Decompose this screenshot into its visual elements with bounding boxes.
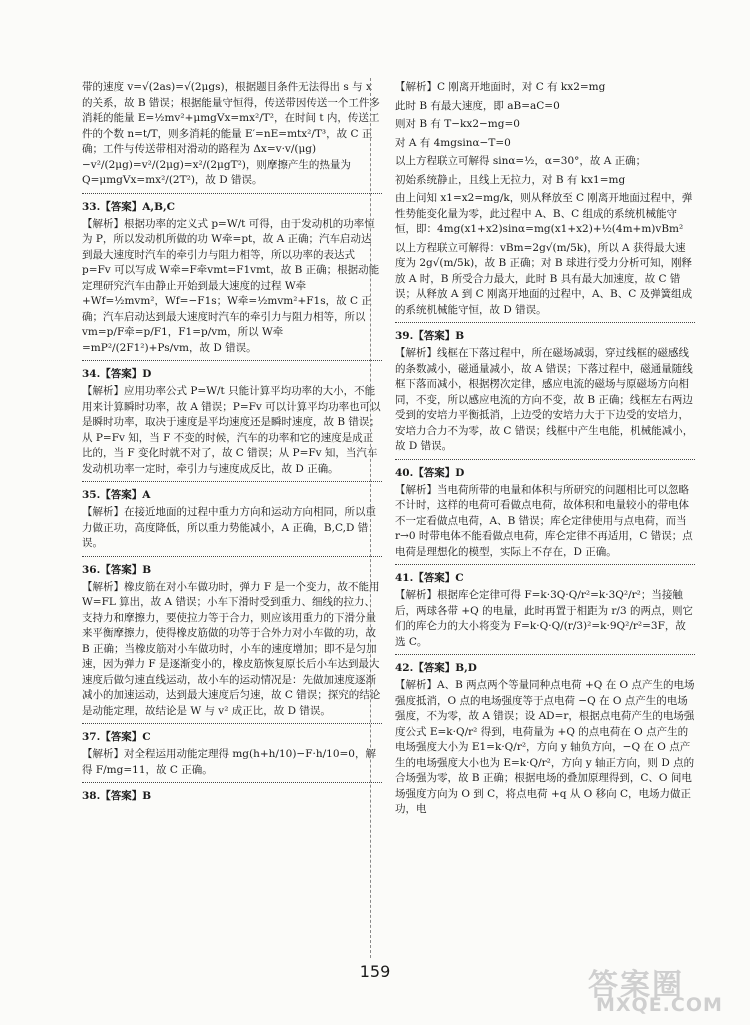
explanation-paragraph: 对 A 有 4mgsinα−T=0: [395, 136, 511, 149]
right-column: [395, 80, 695, 821]
column-divider: [370, 78, 371, 958]
answer-separator: [82, 360, 382, 361]
answer-separator: [82, 782, 382, 783]
explanation-paragraph: 【解析】线框在下落过程中，所在磁场减弱，穿过线框的磁感线的条数减小，磁通量减小，故 A 错误；下落过程中，磁通量随线框下落而减小，根据楞次定律，感应电流的磁场与原磁场方向相同，不变，所以感应电流的方向不变，故 B 正确；线框左右两边受到的安培力平衡抵消，上边受的安培力大于下边受的安培力，安培力合力不为零，故 C 错误；线框中产生电能，机械能减小，故 D 错误。: [395, 347, 694, 452]
answer-separator: [395, 459, 695, 460]
explanation-paragraph: 则对 B 有 T−kx2−mg=0: [395, 118, 520, 130]
explanation-paragraph: 【解析】当电荷所带的电量和体积与所研究的问题相比可以忽略不计时，这样的电荷可看做点电荷，故体积和电量较小的带电体不一定看做点电荷，A、B 错误；库仑定律使用与点电荷，而当 r→0 时带电体不能看做点电荷，库仑定律不再适用，C 错误；点电荷是理想化的模型，实际上不存在，D 正确。: [395, 483, 693, 558]
watermark-text: 答案圈: [588, 968, 684, 1003]
explanation-paragraph: 【解析】对全程运用动能定理得 mg(h+h/10)−F·h/10=0，解得 F/mg=11，故 C 正确。: [82, 748, 376, 776]
explanation-paragraph: 初始系统静止，且线上无拉力，对 B 有 kx1=mg: [395, 173, 626, 186]
answer-heading: 33.【答案】A,B,C: [82, 200, 175, 213]
answer-separator: [395, 564, 695, 565]
page-number: 159: [359, 962, 391, 981]
explanation-paragraph: 【解析】橡皮筋在对小车做功时，弹力 F 是一个变力，故不能用 W=FL 算出，故 A 错误；小车下滑时受到重力、细线的拉力、支持力和摩擦力，要使拉力等于合力，则应该用重力的下滑分量来平衡摩擦力，使得橡皮筋做的功等于合外力对小车做的功，故 B 正确；当橡皮筋对小车做功时，小车的速度增加；即不是匀加速，因为弹力 F 是逐渐变小的，橡皮筋恢复原长后小车达到最大速度后做匀速直线运动，故小车的运动情况是：先做加速度逐渐减小的加速运动，达到最大速度后匀速，故 C 错误；探究的结论是动能定理，故结论是 W 与 v² 成正比，故 D 错误。: [82, 580, 381, 717]
explanation-paragraph: 【解析】根据库仑定律可得 F=k·3Q·Q/r²=k·3Q²/r²；当接触后，两球各带 +Q 的电量，此时再置于相距为 r/3 的两点，则它们的库仑力的大小将变为 F=k·Q·Q/(r/3)²=k·9Q²/r²=3F，故选 C。: [395, 589, 693, 648]
explanation-paragraph: 以上方程联立可解得：vBm=2g√(m/5k)，所以 A 获得最大速度为 2g√(m/5k)，故 B 正确；对 B 球进行受力分析可知，刚释放 A 时，B 所受合力最大，此时 B 具有最大加速度，故 C 错误；从释放 A 到 C 刚离开地面的过程中，A、B、C 及弹簧组成的系统机械能守恒，故 D 错误。: [395, 241, 693, 316]
left-column: [82, 80, 382, 806]
answer-heading: 36.【答案】B: [82, 563, 152, 576]
answer-heading: 34.【答案】D: [82, 368, 152, 380]
answer-heading: 37.【答案】C: [82, 731, 151, 743]
answer-heading: 38.【答案】B: [82, 790, 152, 802]
watermark-url: MXQE.COM: [596, 994, 723, 1016]
explanation-paragraph: 【解析】C 刚离开地面时，对 C 有 kx2=mg: [395, 81, 606, 93]
answer-separator: [82, 556, 382, 557]
answer-heading: 42.【答案】B,D: [395, 662, 477, 674]
explanation-paragraph: 【解析】在接近地面的过程中重力方向和运动方向相同，所以重力做正功，高度降低，所以重力势能减小，A 正确，B,C,D 错误。: [82, 506, 376, 549]
watermark-logo: [588, 960, 738, 1020]
answer-separator: [82, 723, 382, 724]
explanation-paragraph: 由上问知 x1=x2=mg/k，则从释放至 C 刚离开地面过程中，弹性势能变化量为零，此过程中 A、B、C 组成的系统机械能守恒，即：4mg(x1+x2)sinα=mg(x1+x2)+½(4m+m)vBm²: [395, 192, 693, 235]
explanation-paragraph: 【解析】A、B 两点两个等量同种点电荷 +Q 在 O 点产生的电场强度抵消，O 点的电场强度等于点电荷 −Q 在 O 点产生的电场强度，不为零，故 A 错误；设 AD=r，根据点电荷产生的电场强度公式 E=k·Q/r² 得到，电荷量为 +Q 的点电荷在 O 点产生的电场强度大小为 E1=k·Q/r²，方向 y 轴负方向，−Q 在 O 点产生的电场强度大小也为 E=k·Q/r²，方向 y 轴正方向，则 D 点的合场强为零，故 B 正确；根据电场的叠加原理得到，C、O 间电场强度方向为 O 到 C，将点电荷 +q 从 O 移向 C，电场力做正功，电: [395, 679, 695, 815]
answer-separator: [395, 654, 695, 655]
answer-separator: [395, 322, 695, 323]
answer-separator: [82, 481, 382, 482]
answer-heading: 39.【答案】B: [395, 330, 465, 342]
answer-heading: 41.【答案】C: [395, 572, 464, 584]
explanation-paragraph: 带的速度 v=√(2as)=√(2μgs)，根据题目条件无法得出 s 与 x 的关系，故 B 错误；根据能量守恒得，传送带因传送一个工件多消耗的能量 E=½mv²+μmgVx=mx²/T²，在时间 t 内，传送工件的个数 n=t/T，则多消耗的能量 E′=nE=mtx²/T³，故 C 正确；工件与传送带相对滑动的路程为 Δx=v·v/(μg)−v²/(2μg)=v²/(2μg)=x²/(2μgT²)，则摩擦产生的热量为 Q=μmgVx=mx²/(2T²)，故 D 错误。: [82, 81, 380, 186]
explanation-paragraph: 【解析】根据功率的定义式 p=W/t 可得，由于发动机的功率恒为 P，所以发动机所做的功 W牵=pt，故 A 正确；汽车启动达到最大速度时汽车的牵引力与阻力相等，所以功率的表达式 p=Fv 可以写成 W牵=F牵vmt=F1vmt，故 B 正确；根据动能定理研究汽车由静止开始到最大速度的过程 W牵+Wf=½mvm²，Wf=−F1s；W牵=½mvm²+F1s，故 C 正确；汽车启动达到最大速度时汽车的牵引力与阻力相等，所以 vm=p/F牵=p/F1，F1=p/vm，所以 W牵=mP²/(2F1²)+Ps/vm，故 D 错误。: [82, 217, 380, 354]
answer-separator: [82, 193, 382, 194]
explanation-paragraph: 【解析】应用功率公式 P=W/t 只能计算平均功率的大小，不能用来计算瞬时功率，故 A 错误；P=Fv 可以计算平均功率也可以是瞬时功率，取决于速度是平均速度还是瞬时速度，故 B 错误；从 P=Fv 知，当 F 不变的时候，汽车的功率和它的速度是成正比的，当 F 变化时就不对了，故 C 错误；从 P=Fv 知，当汽车发动机功率一定时，牵引力与速度成反比，故 D 正确。: [82, 385, 381, 475]
explanation-paragraph: 此时 B 有最大速度，即 aB=aC=0: [395, 99, 560, 112]
explanation-paragraph: 以上方程联立可解得 sinα=½，α=30°，故 A 正确；: [395, 155, 647, 167]
answer-heading: 40.【答案】D: [395, 466, 465, 479]
answer-heading: 35.【答案】A: [82, 489, 151, 501]
